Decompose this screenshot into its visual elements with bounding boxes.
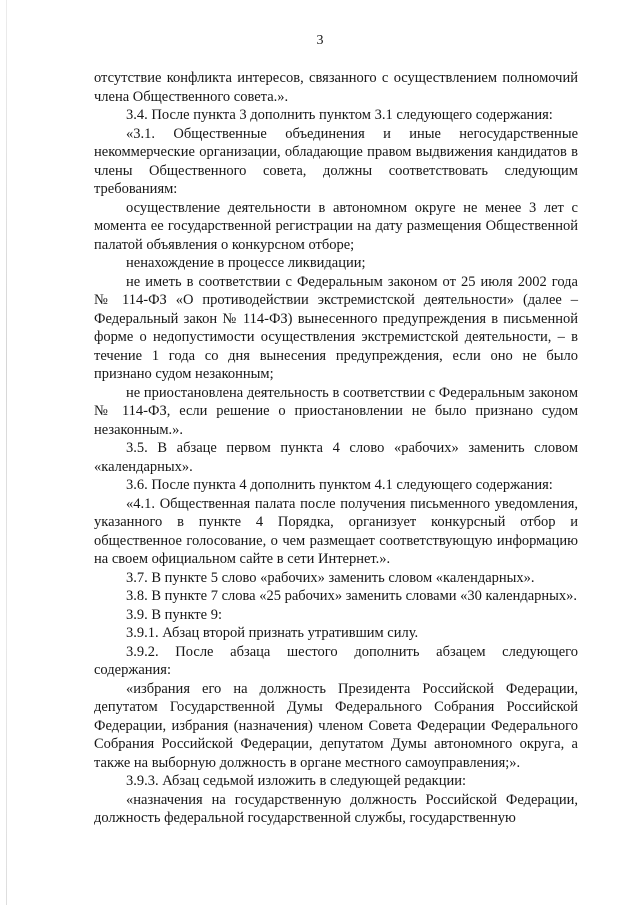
paragraph-15: 3.9.2. После абзаца шестого дополнить абзацем следующего содержания: <box>94 643 578 678</box>
paragraph-2: 3.4. После пункта 3 дополнить пунктом 3.1 следующего содержания: <box>126 107 553 123</box>
scan-edge <box>6 0 7 905</box>
paragraph-17: 3.9.3. Абзац седьмой изложить в следующей редакции: <box>126 773 467 789</box>
paragraph-7: не приостановлена деятельность в соответствии с Федеральным законом № 114-ФЗ, если решение о приостановлении не было признано судом незаконным.». <box>94 384 578 438</box>
paragraph-3: «3.1. Общественные объединения и иные негосударственные некоммерческие организации, обладающие правом выдвижения кандидатов в члены Общественного совета, должны соответствовать следующим требованиям: <box>94 125 578 197</box>
paragraph-14: 3.9.1. Абзац второй признать утратившим силу. <box>126 625 419 641</box>
paragraph-11: 3.7. В пункте 5 слово «рабочих» заменить словом «календарных». <box>126 569 535 586</box>
document-body <box>94 69 578 828</box>
paragraph-6: не иметь в соответствии с Федеральным законом от 25 июля 2002 года № 114-ФЗ «О противодействии экстремистской деятельности» (далее – Федеральный закон № 114-ФЗ) вынесенного предупреждения в письменной форме о недопустимости осуществления экстремистской деятельности, – в течение 1 года со дня вынесения предупреждения, если оно не было признано судом незаконным; <box>94 273 578 382</box>
paragraph-18: «назначения на государственную должность Российской Федерации, должность федеральной государственной службы, государственную <box>94 791 578 826</box>
page-number: 3 <box>316 33 324 48</box>
paragraph-8: 3.5. В абзаце первом пункта 4 слово «рабочих» заменить словом «календарных». <box>94 440 578 475</box>
paragraph-4: осуществление деятельности в автономном округе не менее 3 лет с момента ее государственной регистрации на дату размещения Общественной палатой объявления о конкурсном отборе; <box>94 199 578 253</box>
paragraph-1: отсутствие конфликта интересов, связанного с осуществлением полномочий члена Общественного совета.». <box>94 70 578 105</box>
paragraph-12: 3.8. В пункте 7 слова «25 рабочих» заменить словами «30 календарных». <box>126 588 578 604</box>
paragraph-16: «избрания его на должность Президента Российской Федерации, депутатом Государственной Думы Федерального Собрания Российской Федерации, избрания (назначения) членом Совета Федерации Федерального Собрания Российской Федерации, депутатом Думы автономного округа, а также на выборную должность в органе местного самоуправления;». <box>94 680 578 771</box>
paragraph-13: 3.9. В пункте 9: <box>126 606 222 623</box>
paragraph-10: «4.1. Общественная палата после получения письменного уведомления, указанного в пункте 4 Порядка, организует конкурсный отбор и общественное голосование, о чем размещает соответствующую информацию на своем официальном сайте в сети Интернет.». <box>94 495 578 567</box>
paragraph-9: 3.6. После пункта 4 дополнить пунктом 4.1 следующего содержания: <box>126 477 553 493</box>
paragraph-5: ненахождение в процессе ликвидации; <box>126 255 366 271</box>
